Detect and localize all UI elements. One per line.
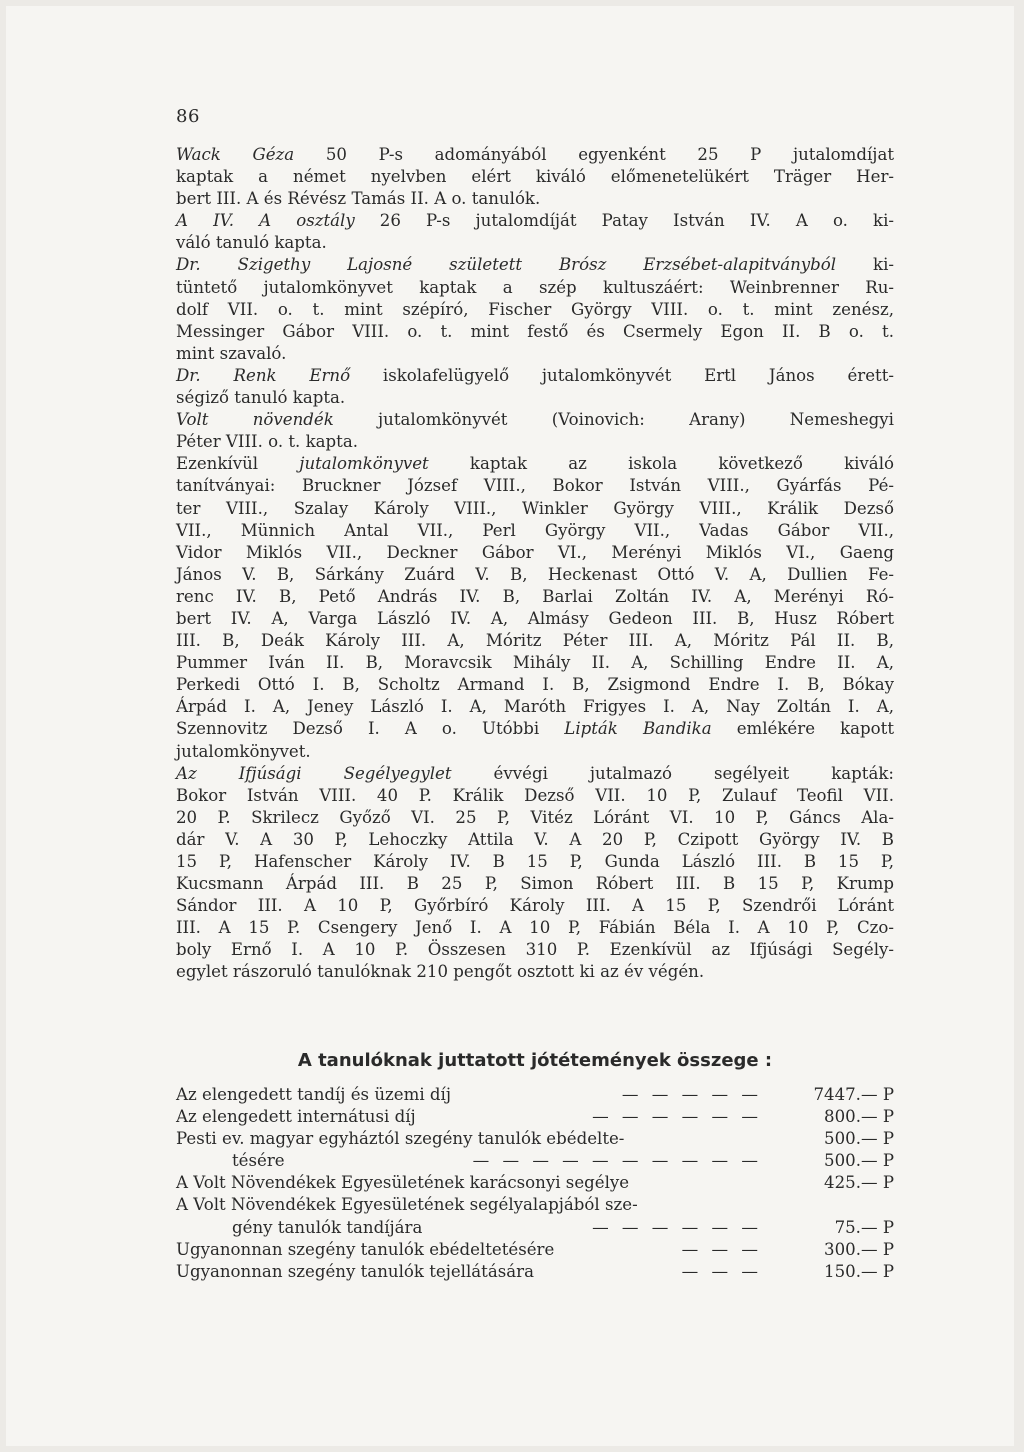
text-line [176,321,894,343]
row-label: Ugyanonnan szegény tanulók tejellátására [176,1261,534,1281]
text-run: bert IV. A, Varga László IV. A, Almásy Gedeon III. B, Husz Róbert [176,608,894,628]
text-line [176,520,894,542]
text-run: kaptak a német nyelvben elért kiváló előmenetelükért Träger Her- [176,167,894,187]
text-line [176,917,894,939]
text-line [176,696,894,718]
text-line [176,763,894,785]
table-row [176,1261,894,1283]
text-run: jutalomkönyvét (Voinovich: Arany) Nemeshegyi [333,410,894,430]
text-line [176,498,894,520]
text-line [176,453,894,475]
text-line [176,343,894,365]
italic-text: Dr. Renk Ernő [176,365,351,385]
text-run: renc IV. B, Pető András IV. B, Barlai Zoltán IV. A, Merényi Ró- [176,586,894,606]
text-run: Ezenkívül [176,454,300,474]
text-run: mint szavaló. [176,343,287,363]
text-line [176,254,894,276]
text-run: 20 P. Skrilecz Győző VI. 25 P, Vitéz Lóránt VI. 10 P, Gáncs Ala- [176,807,894,827]
text-run: ter VIII., Szalay Károly VIII., Winkler György VIII., Králik Dezső [176,498,894,518]
row-label: Pesti ev. magyar egyháztól szegény tanulók ebédelte- [176,1129,625,1149]
text-line [176,166,894,188]
text-line [176,630,894,652]
row-amount: 75.— P [834,1217,894,1237]
text-run: dolf VII. o. t. mint szépíró, Fischer György VIII. o. t. mint zenész, [176,299,894,319]
italic-text: Lipták Bandika [564,719,712,739]
text-run: VII., Münnich Antal VII., Perl György VII., Vadas Gábor VII., [176,520,894,540]
text-run: emlékére kapott [711,719,894,739]
row-amount: 425.— P [824,1173,894,1193]
text-line [176,586,894,608]
text-run: boly Ernő I. A 10 P. Összesen 310 P. Ezenkívül az Ifjúsági Segély- [176,940,894,960]
table-row [176,1217,894,1239]
text-line [176,873,894,895]
italic-text: jutalomkönyvet [299,454,429,474]
leader-dashes: — — — — — — [592,1107,762,1127]
text-run: ségiző tanuló kapta. [176,388,346,408]
text-line [176,652,894,674]
italic-text: Dr. Szigethy Lajosné született Brósz Erzsébet-alapitványból [176,255,837,275]
row-amount: 300.— P [824,1239,894,1259]
italic-text: Az Ifjúsági Segélyegylet [176,763,452,783]
italic-text: Volt növendék [176,410,334,430]
text-line [176,785,894,807]
text-run: bert III. A és Révész Tamás II. A o. tanulók. [176,189,541,209]
text-run: kaptak az iskola következő kiváló [428,454,894,474]
table-row [176,1172,894,1194]
text-line [176,188,894,210]
text-run: Perkedi Ottó I. B, Scholtz Armand I. B, Zsigmond Endre I. B, Bókay [176,675,894,695]
text-run: Árpád I. A, Jeney László I. A, Maróth Frigyes I. A, Nay Zoltán I. A, [176,697,894,717]
text-line [176,674,894,696]
italic-text: A IV. A osztály [176,211,355,231]
table-row [176,1150,894,1172]
text-run: 50 P-s adományából egyenként 25 P jutalomdíjat [294,145,894,164]
row-amount: 7447.— P [813,1085,894,1104]
text-run: évvégi jutalmazó segélyeit kapták: [451,763,894,783]
table-row [176,1239,894,1261]
text-run: 15 P, Hafenscher Károly IV. B 15 P, Gunda László III. B 15 P, [176,852,894,871]
text-line [176,851,894,873]
text-line [176,608,894,630]
text-line [176,431,894,453]
row-amount: 800.— P [824,1107,894,1127]
section-heading: A tanulóknak juttatott jótétemények összege : [297,1050,773,1071]
text-run: jutalomkönyvet. [176,741,311,761]
text-run: Vidor Miklós VII., Deckner Gábor VI., Merényi Miklós VI., Gaeng [176,542,894,562]
text-run: Kucsmann Árpád III. B 25 P, Simon Róbert III. B 15 P, Krump [176,874,894,894]
text-line [176,475,894,497]
leader-dashes: — — — — — — — — — — [472,1151,762,1171]
row-label: gény tanulók tandíjára [232,1217,423,1237]
text-run: tüntető jutalomkönyvet kaptak a szép kultuszáért: Weinbrenner Ru- [176,277,894,297]
row-label: tésére [232,1151,285,1171]
text-run: 26 P-s jutalomdíját Patay István IV. A o. ki- [354,211,894,231]
text-run: János V. B, Sárkány Zuárd V. B, Heckenast Ottó V. A, Dullien Fe- [176,564,894,584]
table-row [176,1194,894,1216]
leader-dashes: — — — — — [621,1085,762,1104]
text-line [176,741,894,763]
table-row [176,1106,894,1128]
text-line [176,277,894,299]
leader-dashes: — — — — — — [592,1217,762,1237]
row-amount: 500.— P [824,1129,894,1149]
row-label: Ugyanonnan szegény tanulók ebédeltetésére [176,1239,555,1259]
text-line [176,210,894,232]
text-run: egylet rászoruló tanulóknak 210 pengőt osztott ki az év végén. [176,962,705,982]
table-row [176,1084,894,1106]
text-run: III. A 15 P. Csengery Jenő I. A 10 P, Fábián Béla I. A 10 P, Czo- [176,918,894,938]
text-line [176,718,894,740]
text-run: ki- [836,255,894,275]
text-run: Sándor III. A 10 P, Győrbíró Károly III. A 15 P, Szendrői Lóránt [176,896,894,916]
text-line [176,807,894,829]
text-run: Pummer Iván II. B, Moravcsik Mihály II. A, Schilling Endre II. A, [176,653,894,673]
row-label: Az elengedett internátusi díj [176,1107,416,1127]
benefits-table [176,1084,894,1283]
row-label: Az elengedett tandíj és üzemi díj [176,1085,451,1104]
row-amount: 150.— P [824,1261,894,1281]
leader-dashes: — — — [681,1239,762,1259]
row-amount: 500.— P [824,1151,894,1171]
text-line [176,961,894,983]
text-line [176,144,894,166]
text-line [176,829,894,851]
text-run: tanítványai: Bruckner József VIII., Bokor István VIII., Gyárfás Pé- [176,476,894,496]
text-run: III. B, Deák Károly III. A, Móritz Péter III. A, Móritz Pál II. B, [176,631,894,651]
text-line [176,939,894,961]
text-line [176,232,894,254]
text-run: Szennovitz Dezső I. A o. Utóbbi [176,719,565,739]
row-label: A Volt Növendékek Egyesületének segélyalapjából sze- [176,1195,638,1215]
text-run: Messinger Gábor VIII. o. t. mint festő és Csermely Egon II. B o. t. [176,321,894,341]
text-line [176,299,894,321]
text-line [176,542,894,564]
text-run: Péter VIII. o. t. kapta. [176,432,359,452]
italic-text: Wack Géza [176,145,295,164]
table-row [176,1128,894,1150]
page-number: 86 [176,106,200,127]
body-text [176,144,894,984]
text-line [176,895,894,917]
text-line [176,387,894,409]
text-run: iskolafelügyelő jutalomkönyvét Ertl János érett- [350,365,894,385]
text-run: dár V. A 30 P, Lehoczky Attila V. A 20 P, Czipott György IV. B [176,829,894,849]
leader-dashes: — — — [681,1261,762,1281]
text-run: váló tanuló kapta. [176,233,327,253]
text-line [176,365,894,387]
text-line [176,409,894,431]
row-label: A Volt Növendékek Egyesületének karácsonyi segélye [176,1173,630,1193]
text-line [176,564,894,586]
text-run: Bokor István VIII. 40 P. Králik Dezső VII. 10 P, Zulauf Teofil VII. [176,785,894,805]
